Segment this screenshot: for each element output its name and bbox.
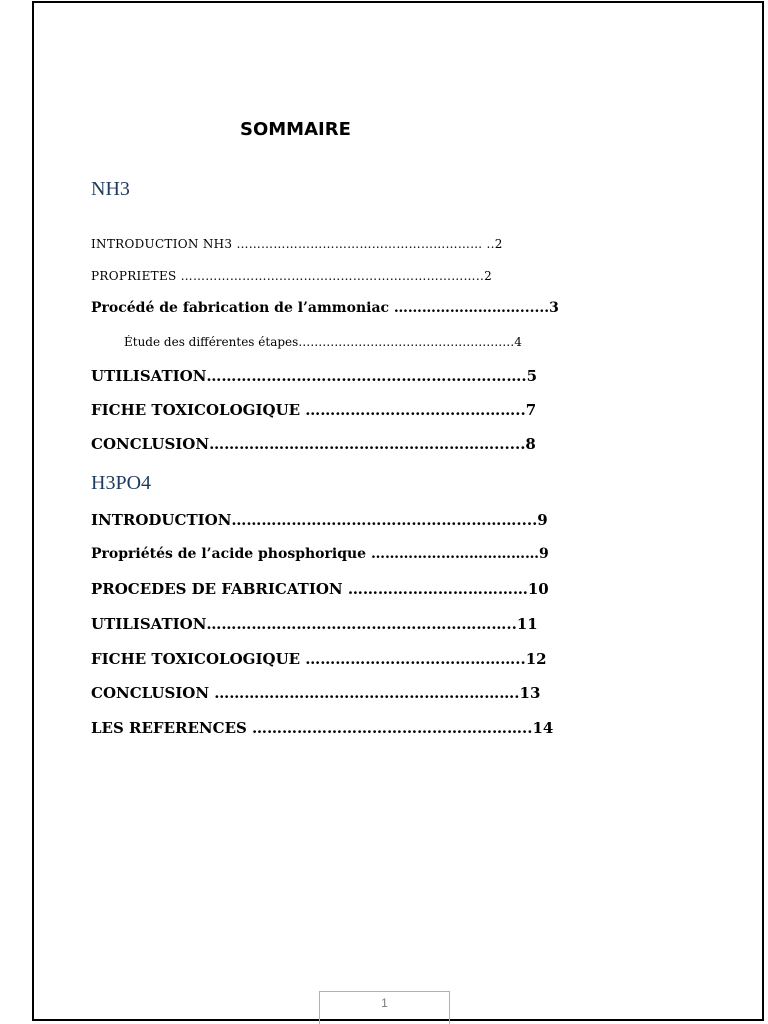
toc-entry-etude-etapes[interactable]: Étude des différentes étapes………………………………………………4: [124, 335, 522, 349]
toc-entry-procedes-fabrication[interactable]: PROCEDES DE FABRICATION ………………………………10: [91, 580, 549, 598]
toc-entry-utilisation-h3po4[interactable]: UTILISATION……………………………………………………..11: [91, 615, 538, 633]
page-number-footer: [319, 991, 450, 1024]
document-title: SOMMAIRE: [240, 119, 351, 140]
toc-entry-introduction-h3po4[interactable]: INTRODUCTION…………………………………………………....9: [91, 511, 548, 529]
toc-entry-fiche-toxicologique-nh3[interactable]: FICHE TOXICOLOGIQUE ……………………………………..7: [91, 401, 537, 419]
page-number: 1: [381, 996, 388, 1010]
toc-entry-introduction-nh3[interactable]: INTRODUCTION NH3 …………………………………………………… ..2: [91, 237, 503, 251]
toc-entry-procede-fabrication[interactable]: Procédé de fabrication de l’ammoniac ………………………......3: [91, 300, 559, 316]
toc-entry-references[interactable]: LES REFERENCES ………………………………………………..14: [91, 719, 554, 737]
section-heading-nh3: NH3: [91, 178, 130, 200]
section-heading-h3po4: H3PO4: [91, 472, 152, 494]
toc-entry-conclusion-h3po4[interactable]: CONCLUSION …………………………………………………….13: [91, 684, 541, 702]
toc-entry-conclusion-nh3[interactable]: CONCLUSION…………………………………………………......8: [91, 435, 536, 453]
toc-entry-proprietes[interactable]: PROPRIETES ………………………………………………………………..2: [91, 269, 493, 283]
toc-entry-utilisation-nh3[interactable]: UTILISATION……………………………………………………….5: [91, 367, 538, 385]
toc-entry-proprietes-acide[interactable]: Propriétés de l’acide phosphorique ………………………………9: [91, 546, 549, 562]
toc-entry-fiche-toxicologique-h3po4[interactable]: FICHE TOXICOLOGIQUE ……………………………………..12: [91, 650, 547, 668]
